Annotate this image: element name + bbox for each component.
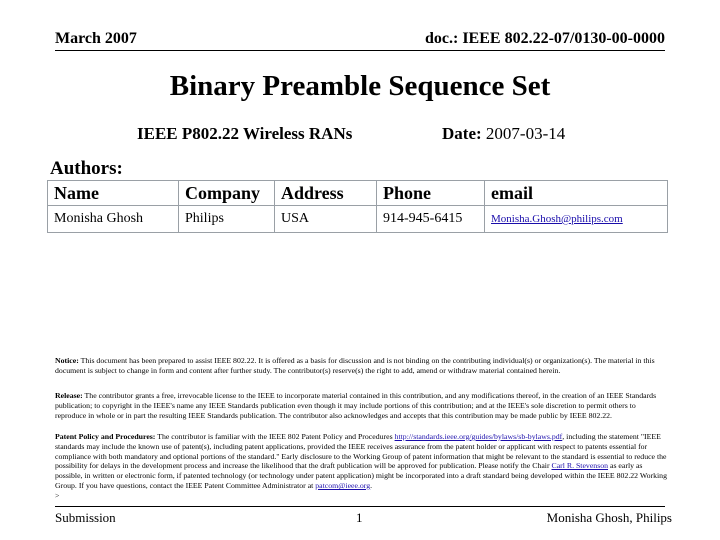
- column-header-address: Address: [275, 181, 377, 206]
- authors-table: [47, 180, 668, 233]
- footer-divider: [55, 506, 665, 507]
- patent-trailer: >: [55, 490, 60, 500]
- table-header-row: [48, 181, 668, 206]
- date-label: Date:: [442, 124, 482, 143]
- column-header-name: Name: [48, 181, 179, 206]
- column-header-company: Company: [179, 181, 275, 206]
- subtitle: IEEE P802.22 Wireless RANs: [137, 124, 353, 143]
- release-label: Release:: [55, 391, 83, 400]
- slide-title: Binary Preamble Sequence Set: [169, 70, 551, 102]
- patent-paragraph: [55, 432, 667, 501]
- table-row: [48, 206, 668, 233]
- header-date: March 2007: [55, 30, 137, 47]
- column-header-email: email: [485, 181, 668, 206]
- notice-label: Notice:: [55, 356, 79, 365]
- authors-label: Authors:: [50, 158, 123, 179]
- chair-link[interactable]: Carl R. Stevenson: [551, 461, 609, 471]
- notice-text: This document has been prepared to assist IEEE 802.22. It is offered as a basis for discussion and is not binding on the contributing individual(s) or organization(s). The material in this document is subject to change in form and content after further study. The contributor(s) reserve(s) the right to add, amend or withdraw material contained herein.: [55, 356, 655, 375]
- release-text: The contributor grants a free, irrevocable license to the IEEE to incorporate material contained in this contribution, and any modifications thereof, in the creation of an IEEE Standards publication; to copyright in the IEEE's name any IEEE Standards publication even though it may include portions of this contribution; and at the IEEE's sole discretion to permit others to reproduce in whole or in part the resulting IEEE Standards publication. The contributor also acknowledges and accepts that this contribution may be made public by IEEE 802.22.: [55, 391, 657, 420]
- patcom-email-link[interactable]: patcom@ieee.org: [315, 480, 371, 490]
- release-paragraph: [55, 391, 667, 420]
- author-email-link[interactable]: Monisha.Ghosh@philips.com: [485, 206, 668, 233]
- author-phone: 914-945-6415: [377, 206, 485, 233]
- footer-page-number: 1: [356, 510, 363, 525]
- header-doc-id: doc.: IEEE 802.22-07/0130-00-0000: [425, 30, 665, 47]
- date-value: 2007-03-14: [485, 124, 566, 143]
- patent-text-1: The contributor is familiar with the IEEE 802 Patent Policy and Procedures: [157, 432, 393, 441]
- date-line: [442, 124, 565, 144]
- patent-text-2: , including the statement "IEEE standards may include the known use of patent(s), including patent applications, provided the IEEE receives assurance from the patent holder or applicant with respect to patents essential for compliance with both mandatory and optional portions of the standard." Early disclosure to the Working Group of patent information that might be relevant to the standard is essential to reduce the possibility for delays in the development process and increase the likelihood that the draft publication will be approved for publication. Please notify the Chair: [55, 432, 667, 471]
- author-address: USA: [275, 206, 377, 233]
- patent-label: Patent Policy and Procedures:: [55, 432, 156, 441]
- author-company: Philips: [179, 206, 275, 233]
- header-divider: [55, 50, 665, 51]
- author-name: Monisha Ghosh: [48, 206, 179, 233]
- patent-text-3: as early as possible, in written or electronic form, if patented technology (or technology under patent application) might be incorporated into a draft standard being developed within the IEEE 802.22 Working Group. If you have questions, contact the IEEE Patent Committee Administrator at: [55, 461, 667, 490]
- notice-paragraph: [55, 356, 667, 376]
- patent-text-4: .: [370, 480, 373, 490]
- footer-author: Monisha Ghosh, Philips: [546, 510, 672, 525]
- column-header-phone: Phone: [377, 181, 485, 206]
- footer-submission: Submission: [55, 510, 116, 525]
- patent-policy-link[interactable]: http://standards.ieee.org/guides/bylaws/sb-bylaws.pdf: [394, 432, 563, 441]
